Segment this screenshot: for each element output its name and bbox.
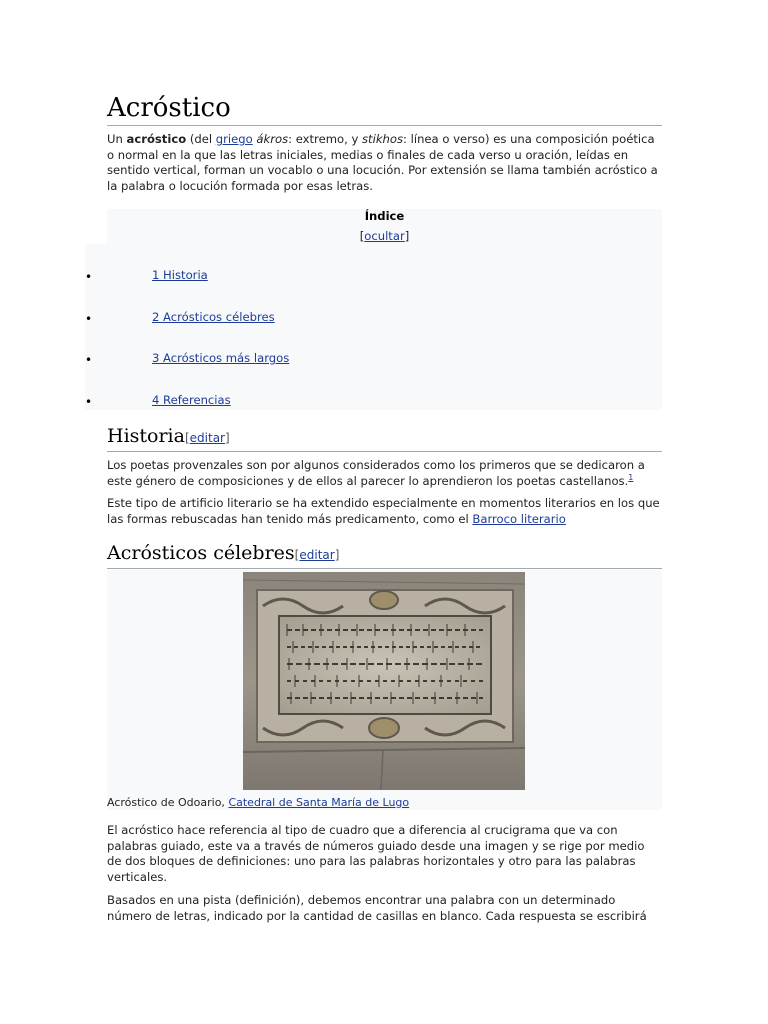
- intro-stikhos: stikhos: [362, 132, 404, 146]
- caption-text: Acróstico de Odoario,: [107, 796, 229, 809]
- toc-hide-link[interactable]: ocultar: [364, 229, 405, 243]
- bullet-icon: •: [85, 353, 93, 367]
- intro-text: Un: [107, 132, 127, 146]
- intro-text: : línea o verso) es una composición poética o normal en la que las letras iniciales, medias o finales de cada verso u oración, leídas en sentido vertical, forman un vocablo o una locución. Por extensión se llama también acróstico a la palabra o locución formada por esas letras.: [107, 132, 658, 193]
- bullet-icon: •: [85, 395, 93, 409]
- bracket: [: [184, 431, 190, 445]
- intro-paragraph: [107, 132, 662, 194]
- link-barroco[interactable]: Barroco literario: [472, 511, 566, 526]
- bracket: [: [359, 229, 365, 243]
- bracket: ]: [224, 431, 230, 445]
- bullet-icon: •: [85, 270, 93, 284]
- intro-term: acróstico: [126, 132, 187, 146]
- heading-text: Acrósticos célebres: [107, 542, 295, 564]
- edit-section: [185, 431, 230, 445]
- edit-link[interactable]: editar: [299, 548, 335, 562]
- page-title: Acróstico: [107, 92, 662, 126]
- celebres-paragraph-1: El acróstico hace referencia al tipo de cuadro que a diferencia al crucigrama que va con palabras guiado, este va a través de números guiado desde una imagen y se rige por medio de dos bloques de definiciones: uno para las palabras horizontales y otro para las palabras verticales.: [107, 823, 645, 884]
- paragraph-text: Este tipo de artificio literario se ha extendido especialmente en momentos literarios en los que las formas rebuscadas han tenido más predicamento, como el: [107, 496, 660, 526]
- figure-caption: [107, 795, 409, 811]
- toc-link-referencias[interactable]: 4 Referencias: [152, 393, 231, 407]
- edit-section: [295, 548, 340, 562]
- historia-paragraph-1: [107, 458, 662, 489]
- stone-inscription-photo[interactable]: [243, 572, 525, 790]
- paragraph-text: Los poetas provenzales son por algunos considerados como los primeros que se dedicaron a este género de composiciones y de ellos al parecer lo aprendieron los poetas castellanos.: [107, 458, 645, 488]
- historia-paragraph-2: [107, 496, 662, 527]
- intro-akros: ákros: [256, 132, 289, 146]
- toc-item: [0, 310, 662, 326]
- toc-link-largos[interactable]: 3 Acrósticos más largos: [152, 351, 290, 365]
- bracket: [: [294, 548, 300, 562]
- section-heading-celebres: [107, 541, 662, 569]
- celebres-paragraph-2: Basados en una pista (definición), debemos encontrar una palabra con un determinado número de letras, indicado por la cantidad de casillas en blanco. Cada respuesta se escribirá: [107, 893, 647, 923]
- toc-item: [0, 393, 662, 409]
- intro-text: (del: [186, 132, 216, 146]
- toc-link-historia[interactable]: 1 Historia: [152, 268, 208, 282]
- link-catedral-lugo[interactable]: Catedral de Santa María de Lugo: [228, 796, 410, 809]
- toc-toggle: [107, 229, 662, 245]
- intro-text: : extremo, y: [288, 132, 363, 146]
- section-heading-historia: [107, 424, 662, 452]
- bracket: ]: [404, 229, 410, 243]
- bracket: ]: [334, 548, 340, 562]
- edit-link[interactable]: editar: [189, 431, 225, 445]
- toc-link-celebres[interactable]: 2 Acrósticos célebres: [152, 310, 275, 324]
- bullet-icon: •: [85, 312, 93, 326]
- toc-title: Índice: [364, 209, 405, 223]
- reference-link[interactable]: 1: [628, 472, 634, 482]
- toc-item: [0, 351, 662, 367]
- link-griego[interactable]: griego: [215, 132, 253, 146]
- heading-text: Historia: [107, 425, 185, 447]
- toc-item: [0, 268, 662, 284]
